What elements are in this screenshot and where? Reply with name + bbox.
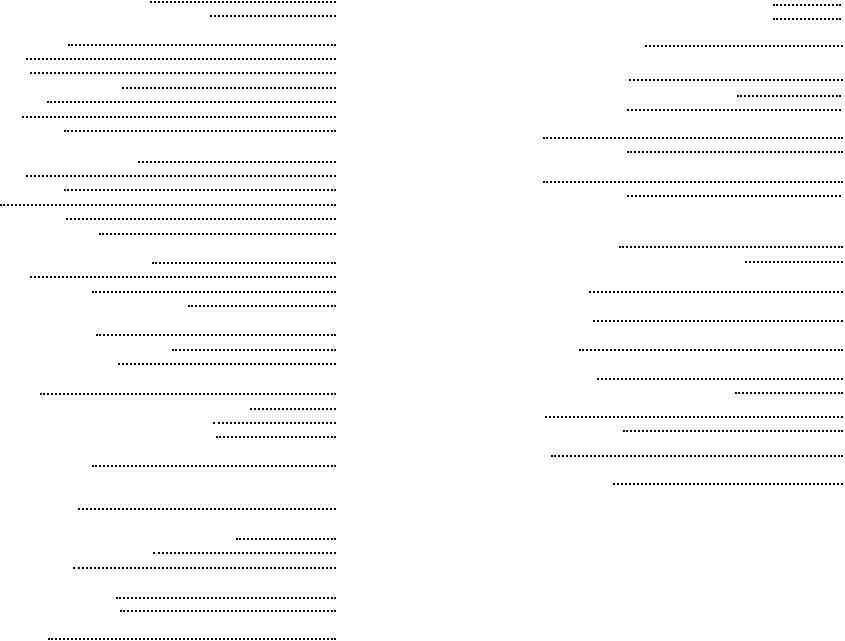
right-leader-16 bbox=[597, 378, 843, 380]
right-leader-13 bbox=[589, 291, 843, 293]
left-leader-10 bbox=[138, 161, 336, 163]
right-leader-9 bbox=[543, 181, 843, 183]
left-leader-7 bbox=[47, 101, 336, 103]
left-leader-21 bbox=[172, 349, 336, 351]
left-leader-27 bbox=[92, 465, 336, 467]
left-leader-14 bbox=[66, 218, 336, 220]
right-column bbox=[535, 0, 845, 641]
left-leader-24 bbox=[250, 408, 336, 410]
right-leader-7 bbox=[543, 137, 843, 139]
right-leader-2 bbox=[773, 18, 841, 20]
left-column bbox=[0, 0, 340, 641]
left-leader-4 bbox=[26, 58, 336, 60]
right-leader-21 bbox=[613, 483, 843, 485]
left-leader-33 bbox=[120, 610, 336, 612]
left-leader-26 bbox=[216, 436, 336, 438]
left-leader-32 bbox=[116, 597, 336, 599]
right-leader-17 bbox=[735, 392, 843, 394]
left-leader-29 bbox=[236, 538, 336, 540]
left-leader-11 bbox=[26, 175, 336, 177]
left-leader-34 bbox=[48, 638, 336, 640]
right-leader-15 bbox=[579, 349, 843, 351]
right-leader-14 bbox=[593, 320, 843, 322]
left-leader-5 bbox=[30, 72, 336, 74]
right-leader-3 bbox=[645, 45, 843, 47]
left-leader-9 bbox=[64, 130, 336, 132]
left-leader-15 bbox=[99, 233, 336, 235]
left-leader-18 bbox=[92, 291, 336, 293]
left-leader-22 bbox=[118, 363, 336, 365]
right-leader-20 bbox=[551, 455, 843, 457]
left-leader-8 bbox=[22, 116, 336, 118]
right-leader-12 bbox=[745, 261, 843, 263]
left-leader-23 bbox=[40, 393, 336, 395]
right-leader-6 bbox=[627, 109, 841, 111]
right-leader-10 bbox=[627, 195, 841, 197]
right-leader-1 bbox=[773, 4, 841, 6]
right-leader-8 bbox=[627, 151, 843, 153]
left-leader-28 bbox=[78, 508, 336, 510]
left-leader-25 bbox=[213, 422, 336, 424]
right-leader-11 bbox=[619, 246, 843, 248]
left-leader-17 bbox=[30, 276, 336, 278]
left-leader-1 bbox=[150, 1, 336, 3]
left-leader-13 bbox=[0, 204, 336, 206]
left-leader-19 bbox=[188, 305, 336, 307]
left-leader-16 bbox=[152, 262, 336, 264]
right-leader-5 bbox=[737, 95, 841, 97]
left-leader-12 bbox=[64, 189, 336, 191]
right-leader-4 bbox=[629, 79, 843, 81]
right-leader-19 bbox=[623, 430, 843, 432]
left-leader-2 bbox=[210, 15, 336, 17]
left-leader-3 bbox=[68, 44, 336, 46]
left-leader-20 bbox=[96, 334, 336, 336]
left-leader-31 bbox=[73, 567, 336, 569]
left-leader-6 bbox=[122, 87, 336, 89]
left-leader-30 bbox=[153, 552, 336, 554]
right-leader-18 bbox=[545, 416, 843, 418]
